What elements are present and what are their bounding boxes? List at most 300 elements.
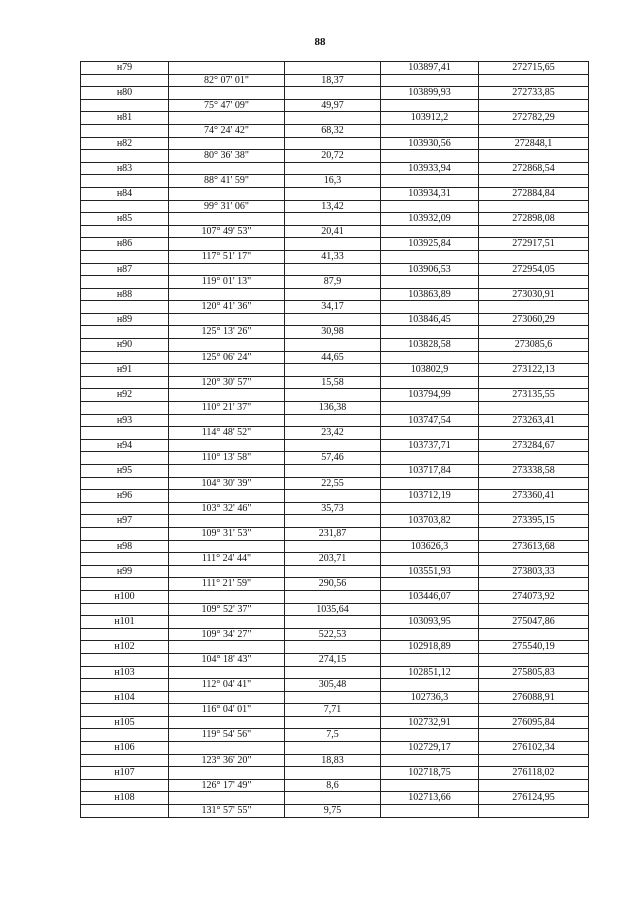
table-row-point bbox=[81, 213, 589, 226]
distance-cell: 57,46 bbox=[285, 452, 381, 465]
empty-cell bbox=[169, 742, 285, 755]
empty-cell bbox=[285, 590, 381, 603]
angle-cell: 110° 21' 37" bbox=[169, 402, 285, 415]
coordinates-table bbox=[80, 61, 589, 818]
table-row-point bbox=[81, 439, 589, 452]
empty-cell bbox=[81, 704, 169, 717]
point-id-cell: н95 bbox=[81, 465, 169, 478]
table-row-segment bbox=[81, 603, 589, 616]
distance-cell: 290,56 bbox=[285, 578, 381, 591]
empty-cell bbox=[479, 175, 589, 188]
empty-cell bbox=[381, 578, 479, 591]
coord-y-cell: 276095,84 bbox=[479, 716, 589, 729]
table-row-segment bbox=[81, 679, 589, 692]
empty-cell bbox=[381, 427, 479, 440]
table-row-segment bbox=[81, 452, 589, 465]
empty-cell bbox=[479, 452, 589, 465]
coord-y-cell: 273263,41 bbox=[479, 414, 589, 427]
table-row-segment bbox=[81, 301, 589, 314]
empty-cell bbox=[285, 716, 381, 729]
empty-cell bbox=[81, 276, 169, 289]
angle-cell: 111° 24' 44" bbox=[169, 553, 285, 566]
table-row-point bbox=[81, 414, 589, 427]
empty-cell bbox=[285, 465, 381, 478]
empty-cell bbox=[381, 628, 479, 641]
empty-cell bbox=[81, 779, 169, 792]
distance-cell: 231,87 bbox=[285, 527, 381, 540]
empty-cell bbox=[81, 175, 169, 188]
coord-y-cell: 272782,29 bbox=[479, 112, 589, 125]
point-id-cell: н87 bbox=[81, 263, 169, 276]
empty-cell bbox=[381, 74, 479, 87]
empty-cell bbox=[169, 364, 285, 377]
empty-cell bbox=[285, 263, 381, 276]
empty-cell bbox=[381, 301, 479, 314]
empty-cell bbox=[381, 99, 479, 112]
empty-cell bbox=[381, 729, 479, 742]
point-id-cell: н100 bbox=[81, 590, 169, 603]
coord-x-cell: 103863,89 bbox=[381, 288, 479, 301]
empty-cell bbox=[479, 124, 589, 137]
distance-cell: 18,83 bbox=[285, 754, 381, 767]
distance-cell: 87,9 bbox=[285, 276, 381, 289]
table-row-segment bbox=[81, 200, 589, 213]
point-id-cell: н106 bbox=[81, 742, 169, 755]
table-row-point bbox=[81, 162, 589, 175]
empty-cell bbox=[81, 679, 169, 692]
table-row-segment bbox=[81, 704, 589, 717]
empty-cell bbox=[169, 137, 285, 150]
empty-cell bbox=[285, 162, 381, 175]
empty-cell bbox=[479, 805, 589, 818]
coord-x-cell: 103794,99 bbox=[381, 389, 479, 402]
empty-cell bbox=[169, 641, 285, 654]
empty-cell bbox=[81, 427, 169, 440]
angle-cell: 119° 01' 13" bbox=[169, 276, 285, 289]
empty-cell bbox=[169, 187, 285, 200]
empty-cell bbox=[479, 653, 589, 666]
coord-x-cell: 103747,54 bbox=[381, 414, 479, 427]
empty-cell bbox=[81, 99, 169, 112]
point-id-cell: н99 bbox=[81, 565, 169, 578]
table-row-point bbox=[81, 540, 589, 553]
point-id-cell: н98 bbox=[81, 540, 169, 553]
table-row-point bbox=[81, 666, 589, 679]
coord-x-cell: 103712,19 bbox=[381, 490, 479, 503]
empty-cell bbox=[285, 666, 381, 679]
empty-cell bbox=[169, 313, 285, 326]
empty-cell bbox=[285, 691, 381, 704]
empty-cell bbox=[479, 99, 589, 112]
empty-cell bbox=[169, 162, 285, 175]
table-row-point bbox=[81, 62, 589, 75]
table-row-segment bbox=[81, 502, 589, 515]
empty-cell bbox=[169, 792, 285, 805]
distance-cell: 30,98 bbox=[285, 326, 381, 339]
table-row-segment bbox=[81, 402, 589, 415]
coord-y-cell: 276124,95 bbox=[479, 792, 589, 805]
empty-cell bbox=[81, 603, 169, 616]
angle-cell: 104° 18' 43" bbox=[169, 653, 285, 666]
empty-cell bbox=[169, 716, 285, 729]
empty-cell bbox=[285, 439, 381, 452]
point-id-cell: н104 bbox=[81, 691, 169, 704]
empty-cell bbox=[381, 376, 479, 389]
empty-cell bbox=[381, 679, 479, 692]
table-row-segment bbox=[81, 578, 589, 591]
empty-cell bbox=[285, 187, 381, 200]
table-row-point bbox=[81, 389, 589, 402]
table-row-segment bbox=[81, 276, 589, 289]
empty-cell bbox=[169, 112, 285, 125]
coord-x-cell: 102736,3 bbox=[381, 691, 479, 704]
empty-cell bbox=[381, 704, 479, 717]
empty-cell bbox=[285, 213, 381, 226]
empty-cell bbox=[285, 767, 381, 780]
coord-y-cell: 272715,65 bbox=[479, 62, 589, 75]
empty-cell bbox=[169, 263, 285, 276]
empty-cell bbox=[169, 213, 285, 226]
table-row-segment bbox=[81, 175, 589, 188]
empty-cell bbox=[381, 653, 479, 666]
point-id-cell: н101 bbox=[81, 616, 169, 629]
angle-cell: 112° 04' 41" bbox=[169, 679, 285, 692]
coord-x-cell: 102718,75 bbox=[381, 767, 479, 780]
coord-x-cell: 102918,89 bbox=[381, 641, 479, 654]
empty-cell bbox=[381, 250, 479, 263]
coord-y-cell: 273338,58 bbox=[479, 465, 589, 478]
angle-cell: 125° 13' 26" bbox=[169, 326, 285, 339]
point-id-cell: н89 bbox=[81, 313, 169, 326]
empty-cell bbox=[381, 200, 479, 213]
empty-cell bbox=[381, 527, 479, 540]
table-row-segment bbox=[81, 527, 589, 540]
angle-cell: 125° 06' 24" bbox=[169, 351, 285, 364]
empty-cell bbox=[81, 729, 169, 742]
table-row-point bbox=[81, 465, 589, 478]
distance-cell: 136,38 bbox=[285, 402, 381, 415]
empty-cell bbox=[169, 288, 285, 301]
table-row-segment bbox=[81, 653, 589, 666]
empty-cell bbox=[81, 578, 169, 591]
table-row-point bbox=[81, 691, 589, 704]
table-row-point bbox=[81, 137, 589, 150]
distance-cell: 18,37 bbox=[285, 74, 381, 87]
coord-x-cell: 103897,41 bbox=[381, 62, 479, 75]
empty-cell bbox=[169, 87, 285, 100]
empty-cell bbox=[381, 351, 479, 364]
angle-cell: 109° 31' 53" bbox=[169, 527, 285, 540]
angle-cell: 119° 54' 56" bbox=[169, 729, 285, 742]
empty-cell bbox=[81, 74, 169, 87]
empty-cell bbox=[169, 565, 285, 578]
empty-cell bbox=[169, 691, 285, 704]
empty-cell bbox=[169, 666, 285, 679]
empty-cell bbox=[169, 389, 285, 402]
table-row-point bbox=[81, 238, 589, 251]
distance-cell: 274,15 bbox=[285, 653, 381, 666]
empty-cell bbox=[381, 754, 479, 767]
empty-cell bbox=[479, 502, 589, 515]
empty-cell bbox=[285, 792, 381, 805]
empty-cell bbox=[285, 641, 381, 654]
table-row-point bbox=[81, 490, 589, 503]
coord-x-cell: 102713,66 bbox=[381, 792, 479, 805]
empty-cell bbox=[81, 376, 169, 389]
angle-cell: 82° 07' 01" bbox=[169, 74, 285, 87]
angle-cell: 88° 41' 59" bbox=[169, 175, 285, 188]
empty-cell bbox=[285, 339, 381, 352]
angle-cell: 109° 34' 27" bbox=[169, 628, 285, 641]
empty-cell bbox=[169, 767, 285, 780]
angle-cell: 107° 49' 53" bbox=[169, 225, 285, 238]
empty-cell bbox=[169, 540, 285, 553]
distance-cell: 16,3 bbox=[285, 175, 381, 188]
coord-x-cell: 102732,91 bbox=[381, 716, 479, 729]
coord-x-cell: 103906,53 bbox=[381, 263, 479, 276]
distance-cell: 34,17 bbox=[285, 301, 381, 314]
distance-cell: 15,58 bbox=[285, 376, 381, 389]
empty-cell bbox=[81, 250, 169, 263]
coord-x-cell: 102851,12 bbox=[381, 666, 479, 679]
angle-cell: 131° 57' 55" bbox=[169, 805, 285, 818]
angle-cell: 75° 47' 09" bbox=[169, 99, 285, 112]
point-id-cell: н86 bbox=[81, 238, 169, 251]
empty-cell bbox=[479, 225, 589, 238]
empty-cell bbox=[285, 364, 381, 377]
empty-cell bbox=[81, 628, 169, 641]
coord-x-cell: 103846,45 bbox=[381, 313, 479, 326]
empty-cell bbox=[285, 565, 381, 578]
distance-cell: 23,42 bbox=[285, 427, 381, 440]
angle-cell: 109° 52' 37" bbox=[169, 603, 285, 616]
empty-cell bbox=[479, 754, 589, 767]
empty-cell bbox=[81, 754, 169, 767]
table-row-segment bbox=[81, 376, 589, 389]
distance-cell: 35,73 bbox=[285, 502, 381, 515]
empty-cell bbox=[479, 477, 589, 490]
distance-cell: 203,71 bbox=[285, 553, 381, 566]
table-row-point bbox=[81, 187, 589, 200]
empty-cell bbox=[479, 779, 589, 792]
distance-cell: 305,48 bbox=[285, 679, 381, 692]
empty-cell bbox=[169, 62, 285, 75]
page-number: 88 bbox=[314, 36, 326, 48]
empty-cell bbox=[285, 742, 381, 755]
table-row-segment bbox=[81, 779, 589, 792]
empty-cell bbox=[479, 603, 589, 616]
distance-cell: 7,5 bbox=[285, 729, 381, 742]
empty-cell bbox=[285, 389, 381, 402]
coord-y-cell: 273395,15 bbox=[479, 515, 589, 528]
table-row-segment bbox=[81, 74, 589, 87]
angle-cell: 110° 13' 58" bbox=[169, 452, 285, 465]
point-id-cell: н80 bbox=[81, 87, 169, 100]
empty-cell bbox=[169, 590, 285, 603]
empty-cell bbox=[169, 339, 285, 352]
empty-cell bbox=[81, 301, 169, 314]
empty-cell bbox=[381, 326, 479, 339]
empty-cell bbox=[169, 439, 285, 452]
empty-cell bbox=[285, 112, 381, 125]
point-id-cell: н85 bbox=[81, 213, 169, 226]
coord-y-cell: 272884,84 bbox=[479, 187, 589, 200]
empty-cell bbox=[479, 150, 589, 163]
angle-cell: 99° 31' 06" bbox=[169, 200, 285, 213]
angle-cell: 120° 41' 36" bbox=[169, 301, 285, 314]
point-id-cell: н102 bbox=[81, 641, 169, 654]
table-row-point bbox=[81, 641, 589, 654]
point-id-cell: н90 bbox=[81, 339, 169, 352]
empty-cell bbox=[381, 124, 479, 137]
coord-x-cell: 102729,17 bbox=[381, 742, 479, 755]
coord-y-cell: 273122,13 bbox=[479, 364, 589, 377]
angle-cell: 104° 30' 39" bbox=[169, 477, 285, 490]
empty-cell bbox=[479, 402, 589, 415]
empty-cell bbox=[479, 376, 589, 389]
coord-y-cell: 276102,34 bbox=[479, 742, 589, 755]
empty-cell bbox=[285, 87, 381, 100]
empty-cell bbox=[169, 490, 285, 503]
point-id-cell: н97 bbox=[81, 515, 169, 528]
empty-cell bbox=[81, 653, 169, 666]
angle-cell: 74° 24' 42" bbox=[169, 124, 285, 137]
coord-y-cell: 273030,91 bbox=[479, 288, 589, 301]
empty-cell bbox=[81, 402, 169, 415]
point-id-cell: н82 bbox=[81, 137, 169, 150]
table-row-segment bbox=[81, 729, 589, 742]
coord-x-cell: 103802,9 bbox=[381, 364, 479, 377]
point-id-cell: н79 bbox=[81, 62, 169, 75]
empty-cell bbox=[381, 502, 479, 515]
empty-cell bbox=[479, 74, 589, 87]
coord-y-cell: 272868,54 bbox=[479, 162, 589, 175]
empty-cell bbox=[381, 276, 479, 289]
coord-x-cell: 103934,31 bbox=[381, 187, 479, 200]
empty-cell bbox=[285, 313, 381, 326]
table-row-segment bbox=[81, 124, 589, 137]
empty-cell bbox=[479, 351, 589, 364]
angle-cell: 120° 30' 57" bbox=[169, 376, 285, 389]
empty-cell bbox=[285, 62, 381, 75]
angle-cell: 111° 21' 59" bbox=[169, 578, 285, 591]
coord-x-cell: 103093,95 bbox=[381, 616, 479, 629]
empty-cell bbox=[479, 200, 589, 213]
empty-cell bbox=[285, 616, 381, 629]
distance-cell: 49,97 bbox=[285, 99, 381, 112]
coord-x-cell: 103912,2 bbox=[381, 112, 479, 125]
point-id-cell: н108 bbox=[81, 792, 169, 805]
coord-y-cell: 273135,55 bbox=[479, 389, 589, 402]
table-row-point bbox=[81, 792, 589, 805]
distance-cell: 9,75 bbox=[285, 805, 381, 818]
distance-cell: 44,65 bbox=[285, 351, 381, 364]
table-row-point bbox=[81, 288, 589, 301]
empty-cell bbox=[479, 704, 589, 717]
empty-cell bbox=[381, 175, 479, 188]
table-row-segment bbox=[81, 553, 589, 566]
empty-cell bbox=[479, 729, 589, 742]
angle-cell: 80° 36' 38" bbox=[169, 150, 285, 163]
point-id-cell: н81 bbox=[81, 112, 169, 125]
angle-cell: 123° 36' 20" bbox=[169, 754, 285, 767]
coord-x-cell: 103930,56 bbox=[381, 137, 479, 150]
coord-x-cell: 103899,93 bbox=[381, 87, 479, 100]
point-id-cell: н94 bbox=[81, 439, 169, 452]
table-row-point bbox=[81, 515, 589, 528]
distance-cell: 20,41 bbox=[285, 225, 381, 238]
table-row-segment bbox=[81, 326, 589, 339]
table-row-point bbox=[81, 112, 589, 125]
empty-cell bbox=[479, 301, 589, 314]
coord-y-cell: 274073,92 bbox=[479, 590, 589, 603]
empty-cell bbox=[81, 477, 169, 490]
table-row-point bbox=[81, 565, 589, 578]
coord-x-cell: 103828,58 bbox=[381, 339, 479, 352]
coord-x-cell: 103551,93 bbox=[381, 565, 479, 578]
table-row-segment bbox=[81, 805, 589, 818]
empty-cell bbox=[285, 540, 381, 553]
coord-y-cell: 273613,68 bbox=[479, 540, 589, 553]
coord-x-cell: 103717,84 bbox=[381, 465, 479, 478]
empty-cell bbox=[479, 553, 589, 566]
coord-y-cell: 276088,91 bbox=[479, 691, 589, 704]
coord-y-cell: 272898,08 bbox=[479, 213, 589, 226]
empty-cell bbox=[169, 238, 285, 251]
coord-x-cell: 103925,84 bbox=[381, 238, 479, 251]
angle-cell: 116° 04' 01" bbox=[169, 704, 285, 717]
distance-cell: 8,6 bbox=[285, 779, 381, 792]
empty-cell bbox=[381, 150, 479, 163]
coord-x-cell: 103703,82 bbox=[381, 515, 479, 528]
coord-y-cell: 273803,33 bbox=[479, 565, 589, 578]
table-row-point bbox=[81, 313, 589, 326]
empty-cell bbox=[169, 515, 285, 528]
empty-cell bbox=[479, 628, 589, 641]
point-id-cell: н88 bbox=[81, 288, 169, 301]
distance-cell: 1035,64 bbox=[285, 603, 381, 616]
coord-x-cell: 103737,71 bbox=[381, 439, 479, 452]
coord-y-cell: 272733,85 bbox=[479, 87, 589, 100]
table-body bbox=[81, 62, 589, 818]
empty-cell bbox=[81, 805, 169, 818]
empty-cell bbox=[381, 402, 479, 415]
empty-cell bbox=[81, 225, 169, 238]
coord-y-cell: 273360,41 bbox=[479, 490, 589, 503]
distance-cell: 522,53 bbox=[285, 628, 381, 641]
distance-cell: 13,42 bbox=[285, 200, 381, 213]
empty-cell bbox=[381, 603, 479, 616]
empty-cell bbox=[285, 414, 381, 427]
empty-cell bbox=[81, 502, 169, 515]
table-row-segment bbox=[81, 250, 589, 263]
empty-cell bbox=[479, 427, 589, 440]
coord-y-cell: 272848,1 bbox=[479, 137, 589, 150]
table-row-point bbox=[81, 616, 589, 629]
table-row-point bbox=[81, 87, 589, 100]
point-id-cell: н107 bbox=[81, 767, 169, 780]
coord-y-cell: 273284,67 bbox=[479, 439, 589, 452]
empty-cell bbox=[479, 276, 589, 289]
coord-x-cell: 103933,94 bbox=[381, 162, 479, 175]
angle-cell: 117° 51' 17" bbox=[169, 250, 285, 263]
point-id-cell: н92 bbox=[81, 389, 169, 402]
coord-y-cell: 275540,19 bbox=[479, 641, 589, 654]
empty-cell bbox=[81, 452, 169, 465]
empty-cell bbox=[381, 225, 479, 238]
empty-cell bbox=[169, 616, 285, 629]
empty-cell bbox=[479, 250, 589, 263]
